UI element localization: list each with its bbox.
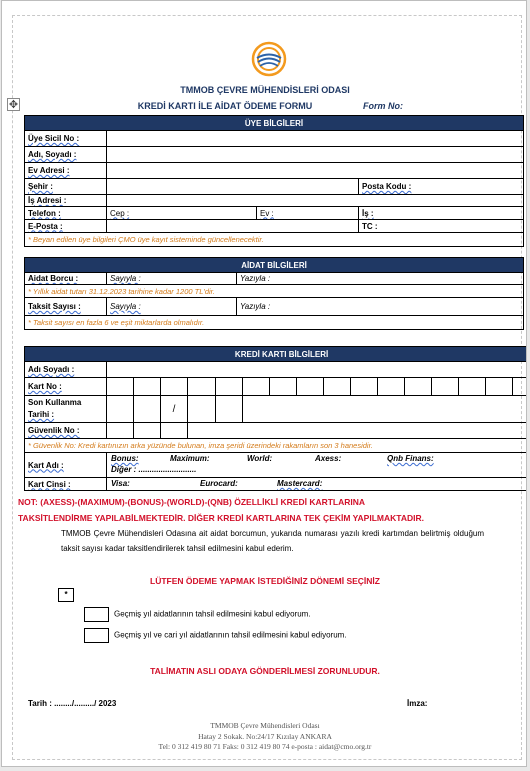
card-digit-box[interactable] <box>161 378 188 396</box>
choose-period-heading: LÜTFEN ÖDEME YAPMAK İSTEDİĞİNİZ DÖNEMİ SEÇİNİZ <box>150 576 380 586</box>
home-address-label: Ev Adresi : <box>25 163 107 179</box>
member-note: * Beyan edilen üye bilgileri ÇMO üye kayıt sisteminde güncellenecektir. <box>25 233 524 247</box>
cvv-box[interactable] <box>134 423 161 439</box>
card-digit-box[interactable] <box>216 378 243 396</box>
option-past-years[interactable] <box>84 607 311 622</box>
dues-info-table <box>24 257 524 330</box>
past-and-current-checkbox[interactable] <box>84 628 109 643</box>
date-field[interactable]: Tarih : ......../........./ 2023 <box>28 699 117 708</box>
cvv-label: Güvenlik No : <box>25 423 107 439</box>
sicil-label: Üye Sicil No : <box>25 131 107 147</box>
dues-numeric-field[interactable]: Sayıyla : <box>107 273 237 285</box>
postal-code-label[interactable]: Posta Kodu : <box>359 179 524 195</box>
consent-text: TMMOB Çevre Mühendisleri Odasına ait aidat borcumun, yukarıda numarası yazılı kredi kartımdan belirtmiş olduğum taksit sayısı kadar taksitlendirilerek tahsil edilmesini kabul ederim. <box>61 529 484 553</box>
card-digit-box[interactable] <box>324 378 351 396</box>
option-visa[interactable]: Visa: <box>111 479 130 488</box>
card-digit-box[interactable] <box>459 378 486 396</box>
card-digit-box[interactable] <box>270 378 297 396</box>
dues-debt-label: Aidat Borcu : <box>25 273 107 285</box>
name-field[interactable] <box>107 147 524 163</box>
dues-written-field[interactable]: Yazıyla : <box>237 273 524 285</box>
table-move-handle-icon[interactable]: ✥ <box>8 99 19 111</box>
card-digit-box[interactable] <box>188 378 216 396</box>
option-eurocard[interactable]: Eurocard: <box>200 479 238 488</box>
member-info-table <box>24 115 524 247</box>
past-and-current-label: Geçmiş yıl ve cari yıl aidatlarının tahsil edilmesini kabul ediyorum. <box>114 630 347 640</box>
option-past-and-current[interactable] <box>84 628 347 643</box>
warning-line-1: NOT: (AXESS)-(MAXIMUM)-(BONUS)-(WORLD)-(QNB) ÖZELLİKLİ KREDİ KARTLARINA <box>18 497 366 507</box>
home-address-field[interactable] <box>107 163 524 179</box>
footer-address: Hatay 2 Sokak. No:24/17 Kızılay ANKARA <box>198 732 332 741</box>
form-no-label: Form No: <box>363 101 403 111</box>
card-digit-box[interactable] <box>405 378 432 396</box>
card-digit-box[interactable] <box>513 378 528 396</box>
name-label: Adı, Soyadı : <box>25 147 107 163</box>
footer-contact: Tel: 0 312 419 80 71 Faks: 0 312 419 80 74 e-posta : aidat@cmo.org.tr <box>158 742 372 751</box>
option-bonus[interactable]: Bonus: <box>111 454 139 463</box>
city-field[interactable] <box>107 179 359 195</box>
card-digit-box[interactable] <box>297 378 324 396</box>
expiry-month-box[interactable] <box>107 396 134 423</box>
work-phone-label[interactable]: İş : <box>359 207 524 220</box>
star-marker: * <box>58 588 74 602</box>
past-years-checkbox[interactable] <box>84 607 109 622</box>
option-axess[interactable]: Axess: <box>315 454 342 463</box>
member-section-header: ÜYE BİLGİLERİ <box>25 116 524 131</box>
mandatory-notice: TALİMATIN ASLI ODAYA GÖNDERİLMESİ ZORUNLUDUR. <box>150 666 380 676</box>
home-phone-label[interactable]: Ev : <box>257 207 359 220</box>
warning-line-2: TAKSİTLENDİRME YAPILABİLMEKTEDİR. DİĞER KREDİ KARTLARINA TEK ÇEKİM YAPILMAKTADIR. <box>18 513 424 523</box>
option-mastercard[interactable]: Mastercard: <box>277 479 323 488</box>
card-digit-box[interactable] <box>486 378 513 396</box>
card-info-table <box>24 346 527 491</box>
card-section-header: KREDİ KARTI BİLGİLERİ <box>25 347 528 362</box>
dues-note-annual: * Yıllık aidat tutarı 31.12.2023 tarihine kadar 1200 TL'dir. <box>25 285 524 298</box>
sicil-field[interactable] <box>107 131 524 147</box>
expiry-label-line2: Tarihi : <box>28 410 55 419</box>
city-label: Şehir : <box>25 179 107 195</box>
installments-written-field[interactable]: Yazıyla : <box>237 298 524 316</box>
expiry-blank <box>243 396 528 423</box>
email-field[interactable] <box>107 220 359 233</box>
cvv-note: * Güvenlik No: Kredi kartınızın arka yüzünde bulunan, imza şeridi üzerindeki rakamların son 3 hanesidir. <box>25 439 528 453</box>
footer-org: TMMOB Çevre Mühendisleri Odası <box>210 721 320 730</box>
dues-section-header: AİDAT BİLGİLERİ <box>25 258 524 273</box>
card-name-options <box>107 453 528 478</box>
card-digit-box[interactable] <box>134 378 161 396</box>
option-qnb[interactable]: Qnb Finans: <box>387 454 434 463</box>
email-label: E-Posta : <box>25 220 107 233</box>
card-type-options <box>107 478 528 491</box>
cvv-blank <box>188 423 528 439</box>
card-digit-box[interactable] <box>432 378 459 396</box>
installments-note: * Taksit sayısı en fazla 6 ve eşit miktarlarda olmalıdır. <box>25 316 524 330</box>
work-address-label: İş Adresi : <box>25 195 107 207</box>
cvv-box[interactable] <box>161 423 188 439</box>
card-type-label: Kart Cinsi : <box>25 478 107 491</box>
form-title: KREDİ KARTI İLE AİDAT ÖDEME FORMU <box>137 101 313 111</box>
document-page <box>1 0 527 767</box>
expiry-year-box[interactable] <box>188 396 216 423</box>
card-holder-field[interactable] <box>107 362 528 378</box>
installments-label: Taksit Sayısı : <box>25 298 107 316</box>
card-digit-box[interactable] <box>107 378 134 396</box>
expiry-month-box[interactable] <box>134 396 161 423</box>
expiry-slash: / <box>161 396 188 423</box>
tc-label[interactable]: TC : <box>359 220 524 233</box>
phone-label: Telefon : <box>25 207 107 220</box>
option-maximum[interactable]: Maximum: <box>170 454 210 463</box>
expiry-label <box>25 396 107 423</box>
work-address-field[interactable] <box>107 195 524 207</box>
option-other[interactable]: Diğer : .......................... <box>111 465 197 474</box>
cvv-box[interactable] <box>107 423 134 439</box>
cmo-logo-icon <box>251 41 287 77</box>
expiry-label-line1: Son Kullanma <box>28 398 82 407</box>
card-name-label: Kart Adı : <box>25 453 107 478</box>
option-world[interactable]: World: <box>247 454 273 463</box>
card-number-label: Kart No : <box>25 378 107 396</box>
org-title: TMMOB ÇEVRE MÜHENDİSLERİ ODASI <box>180 85 350 95</box>
card-digit-box[interactable] <box>243 378 270 396</box>
card-holder-label: Adı Soyadı : <box>25 362 107 378</box>
signature-field[interactable]: İmza: <box>407 699 428 708</box>
installments-numeric-field[interactable]: Sayıyla : <box>107 298 237 316</box>
mobile-label[interactable]: Cep : <box>107 207 257 220</box>
expiry-year-box[interactable] <box>216 396 243 423</box>
past-years-label: Geçmiş yıl aidatlarının tahsil edilmesini kabul ediyorum. <box>114 609 311 619</box>
card-digit-box[interactable] <box>378 378 405 396</box>
card-digit-box[interactable] <box>351 378 378 396</box>
